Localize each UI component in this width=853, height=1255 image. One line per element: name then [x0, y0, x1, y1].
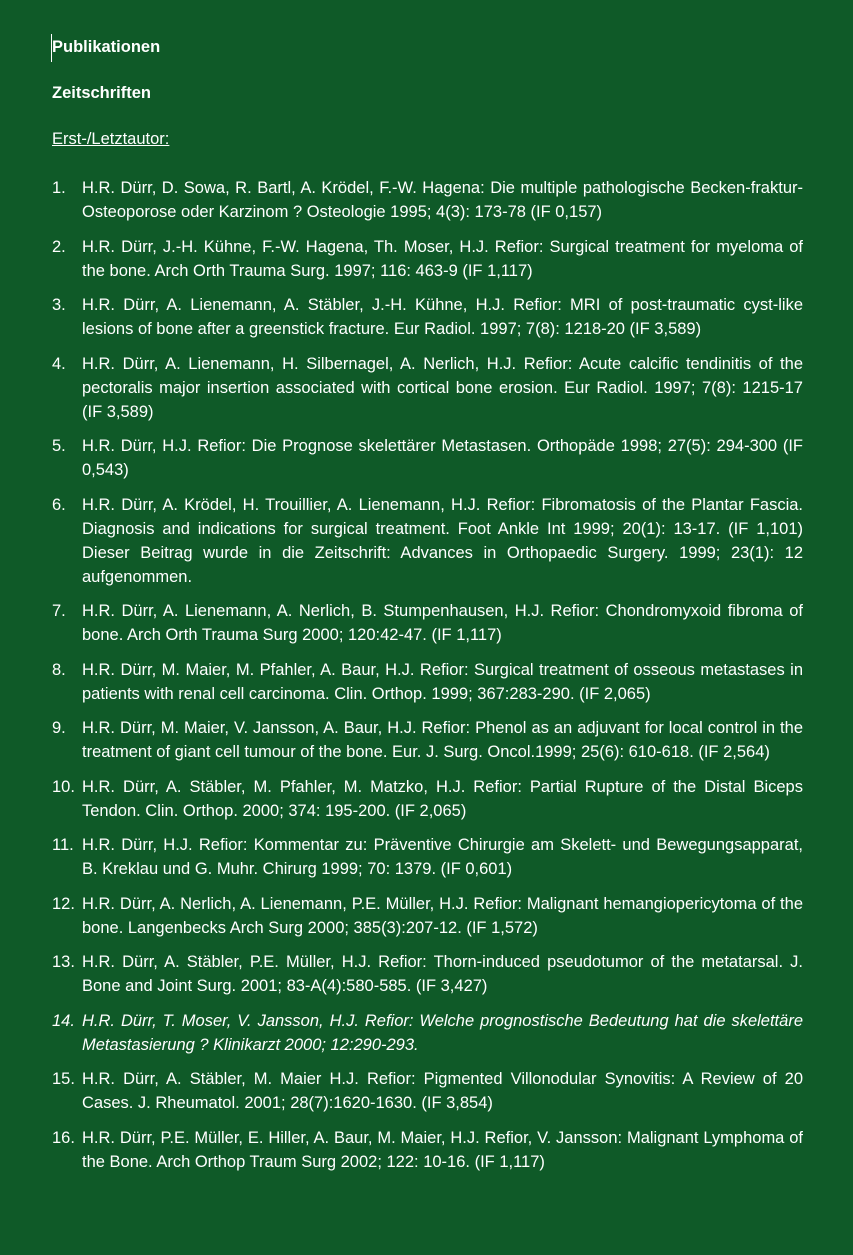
publication-citation: H.R. Dürr, P.E. Müller, E. Hiller, A. Baur, M. Maier, H.J. Refior, V. Jansson: Malignant Lymphoma of the Bone. Arch Orthop Traum Surg 2002; 122: 10-16. (IF 1,117) — [82, 1128, 803, 1171]
publication-citation: H.R. Dürr, A. Krödel, H. Trouillier, A. Lienemann, H.J. Refior: Fibromatosis of the Plantar Fascia. Diagnosis and indications for surgical treatment. Foot Ankle Int 1999; 20(1): 13-17. (IF 1,101) Dieser Beitrag wurde in die Zeitschrift: Advances in Orthopaedic Surgery. 1999; 23(1): 12 aufgenommen. — [82, 495, 803, 586]
publication-item — [52, 599, 803, 647]
publication-item — [52, 833, 803, 881]
publication-number: 2. — [52, 237, 66, 256]
document-page — [52, 34, 803, 1184]
publication-item — [52, 176, 803, 224]
publication-item — [52, 950, 803, 998]
publication-item — [52, 658, 803, 706]
publication-citation: H.R. Dürr, M. Maier, M. Pfahler, A. Baur, H.J. Refior: Surgical treatment of osseous metastases in patients with renal cell carcinoma. Clin. Orthop. 1999; 367:283-290. (IF 2,065) — [82, 660, 803, 703]
publication-number: 11. — [52, 836, 74, 854]
publication-number: 4. — [52, 354, 66, 373]
publication-number: 14. — [52, 1011, 75, 1030]
publication-number: 8. — [52, 660, 66, 679]
publication-item — [52, 1126, 803, 1174]
publication-citation: H.R. Dürr, J.-H. Kühne, F.-W. Hagena, Th. Moser, H.J. Refior: Surgical treatment for myeloma of the bone. Arch Orth Trauma Surg. 1997; 116: 463-9 (IF 1,117) — [82, 237, 803, 280]
publication-citation: H.R. Dürr, T. Moser, V. Jansson, H.J. Refior: Welche prognostische Bedeutung hat die skelettäre Metastasierung ? Klinikarzt 2000; 12:290-293. — [82, 1011, 803, 1054]
publication-number: 15. — [52, 1070, 75, 1088]
publication-number: 1. — [52, 179, 66, 197]
section-heading: Zeitschriften — [52, 84, 152, 102]
publication-item — [52, 493, 803, 589]
publication-citation: H.R. Dürr, A. Stäbler, P.E. Müller, H.J. Refior: Thorn-induced pseudotumor of the metatarsal. J. Bone and Joint Surg. 2001; 83-A(4):580-585. (IF 3,427) — [82, 953, 803, 995]
publication-item — [52, 235, 803, 283]
publication-citation: H.R. Dürr, A. Lienemann, A. Stäbler, J.-H. Kühne, H.J. Refior: MRI of post-traumatic cyst-like lesions of bone after a greenstick fracture. Eur Radiol. 1997; 7(8): 1218-20 (IF 3,589) — [82, 296, 803, 338]
publication-citation: H.R. Dürr, A. Stäbler, M. Maier H.J. Refior: Pigmented Villonodular Synovitis: A Review of 20 Cases. J. Rheumatol. 2001; 28(7):1620-1630. (IF 3,854) — [82, 1070, 803, 1112]
publication-number: 13. — [52, 953, 75, 971]
publication-number: 3. — [52, 296, 66, 314]
publication-item — [52, 293, 803, 341]
subsection-heading: Erst-/Letztautor: — [52, 130, 170, 148]
publication-citation: H.R. Dürr, H.J. Refior: Die Prognose skelettärer Metastasen. Orthopäde 1998; 27(5): 294-300 (IF 0,543) — [82, 437, 803, 479]
publication-item — [52, 352, 803, 424]
publication-citation: H.R. Dürr, D. Sowa, R. Bartl, A. Krödel, F.-W. Hagena: Die multiple pathologische Becken-fraktur- Osteoporose oder Karzinom ? Osteologie 1995; 4(3): 173-78 (IF 0,157) — [82, 179, 803, 221]
publication-item — [52, 1009, 803, 1057]
publication-citation: H.R. Dürr, A. Stäbler, M. Pfahler, M. Matzko, H.J. Refior: Partial Rupture of the Distal Biceps Tendon. Clin. Orthop. 2000; 374: 195-200. (IF 2,065) — [82, 777, 803, 820]
publication-number: 12. — [52, 894, 75, 913]
publication-number: 9. — [52, 719, 66, 737]
publication-citation: H.R. Dürr, A. Nerlich, A. Lienemann, P.E. Müller, H.J. Refior: Malignant hemangiopericytoma of the bone. Langenbecks Arch Surg 2000; 385(3):207-12. (IF 1,572) — [82, 894, 803, 937]
publication-number: 5. — [52, 437, 66, 455]
publication-number: 16. — [52, 1128, 75, 1147]
publication-number: 6. — [52, 495, 66, 514]
publication-citation: H.R. Dürr, A. Lienemann, A. Nerlich, B. Stumpenhausen, H.J. Refior: Chondromyxoid fibroma of bone. Arch Orth Trauma Surg 2000; 120:42-47. (IF 1,117) — [82, 602, 803, 644]
document-title: Publikationen — [52, 38, 161, 56]
publication-number: 7. — [52, 602, 66, 620]
publication-item — [52, 434, 803, 482]
publication-citation: H.R. Dürr, A. Lienemann, H. Silbernagel, A. Nerlich, H.J. Refior: Acute calcific tendinitis of the pectoralis major insertion associated with cortical bone erosion. Eur Radiol. 1997; 7(8): 1215-17 (IF 3,589) — [82, 354, 803, 421]
publication-item — [52, 775, 803, 823]
publication-citation: H.R. Dürr, M. Maier, V. Jansson, A. Baur, H.J. Refior: Phenol as an adjuvant for local control in the treatment of giant cell tumour of the bone. Eur. J. Surg. Oncol.1999; 25(6): 610-618. (IF 2,564) — [82, 719, 803, 761]
publication-citation: H.R. Dürr, H.J. Refior: Kommentar zu: Präventive Chirurgie am Skelett- und Bewegungsapparat, B. Kreklau und G. Muhr. Chirurg 1999; 70: 1379. (IF 0,601) — [82, 836, 803, 878]
publication-number: 10. — [52, 777, 75, 796]
publication-item — [52, 892, 803, 940]
publication-item — [52, 716, 803, 764]
publication-item — [52, 1067, 803, 1115]
publication-list — [52, 176, 803, 1174]
